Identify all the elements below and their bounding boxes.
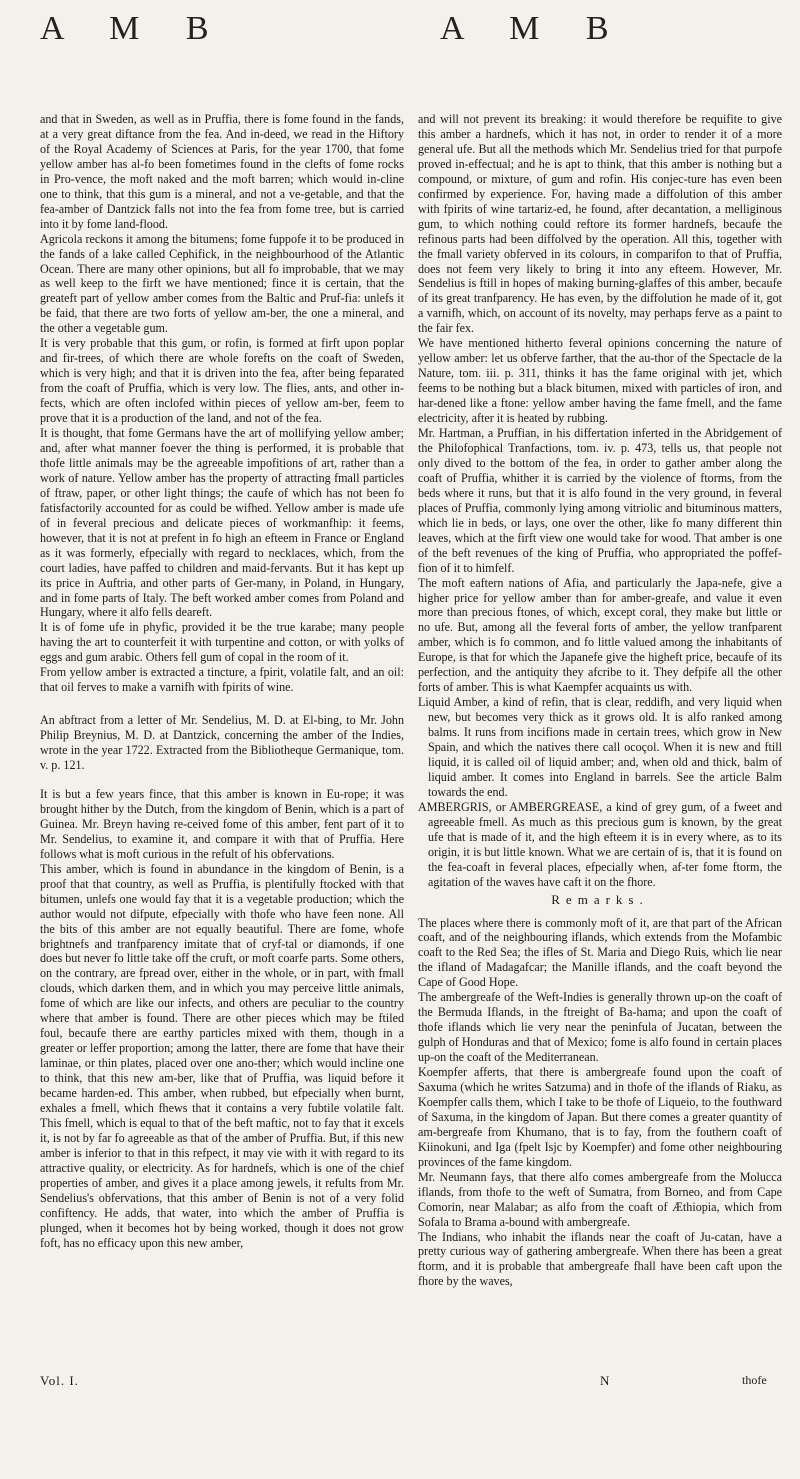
paragraph: and that in Sweden, as well as in Pruffia, there is fome found in the fands, at a very great diftance from the fea. And in-deed, we read in the Hiftory of the Royal Academy of Sciences at Paris, for the year 1700, that fome yellow amber has al-fo been fometimes found in the clefts of fome rocks in Pro-vence, the moft naked and the moft barren; which would in-cline one to think, that this gum is a mineral, and not a ve-getable, and that the fea-amber of Dantzick falls not into the fea from fome tree, but is carried into it by fome land-flood.	[40, 112, 404, 231]
right-column	[418, 112, 782, 1289]
paragraph: Koempfer afferts, that there is ambergreafe found upon the coaft of Saxuma (which he writes Satzuma) and in thofe of the iflands of Riaku, as Koempfer calls them, which I take to be thofe of Liqueio, to the fouthward of Saxuma, in the kingdom of Japan. But there comes a greater quantity of am-bergreafe from Khumano, that is to fay, from the fouthern coaft of Kiinokuni, and Iga (fpelt Isjc by Koempfer) and fome other neighbouring provinces of the fame kingdom.	[418, 1065, 782, 1169]
volume-label: Vol. I.	[40, 1373, 79, 1388]
running-head-left: A M B	[40, 10, 228, 47]
running-head-right: A M B	[440, 10, 628, 47]
left-column	[40, 112, 404, 1251]
entry-liquid-amber: Liquid Amber, a kind of refin, that is clear, reddifh, and very liquid when new, but becomes very thick as it grows old. It is alfo ranked among balms. It runs from incifions made in certain trees, which grow in New Spain, and which the natives there call ocoçol. When it is new and ftill liquid, it is called oil of liquid amber; and, when old and thick, balm of liquid amber. It comes into England in barrels. See the article Balm towards the end.	[418, 695, 782, 799]
paragraph: We have mentioned hitherto feveral opinions concerning the nature of yellow amber: let us obferve farther, that the au-thor of the Spectacle de la Nature, tom. iii. p. 311, thinks it has the fame original with jet, which feems to be nothing but a black bitumen, mixed with particles of iron, and har-dened like a ftone: yellow amber having the fame fmell, and the fame electricity, after it is heated by rubbing.	[418, 336, 782, 426]
paragraph: From yellow amber is extracted a tincture, a fpirit, volatile falt, and an oil: that oil ferves to make a varnifh with fpirits of wine.	[40, 665, 404, 695]
paragraph: Mr. Hartman, a Pruffian, in his differtation inferted in the Abridgement of the Philofophical Tranfactions, tom. iv. p. 473, tells us, that people not only dived to the bottom of the fea, in order to gather amber along the coaft of Pruffia, whither it is carried by the violence of ftorms, from the beds where it runs, but that it is alfo found in the very ground, in feveral places of Pruffia, commonly lying among vitriolic and bituminous matters, which lie in beds, or lays, one over the other, like fo many different thin leaves, which at the firft view one would take for wood. That amber is one of the beft revenues of the king of Pruffia, who appropriated the poffef-fion of it to himfelf.	[418, 426, 782, 575]
paragraph: It is thought, that fome Germans have the art of mollifying yellow amber; and, after what manner foever the thing is performed, it is probable that thofe little animals may be the agreeable impofitions of art, rather than a work of nature. Yellow amber has the property of attracting fmall particles of ftraw, paper, or other light things; the caufe of which has not been fo fatisfactorily accounted for as could be wifhed. Yellow amber is made ufe of in feveral precious and delicate pieces of workmanfhip: it feems, however, that it is not at prefent in fo high an efteem in France or England as it was formerly, efpecially with regard to necklaces, which, from the court ladies, have paffed to children and maid-fervants. But it has kept up its price in Auftria, and other parts of Ger-many, in Poland, in Hungary, and in fome parts of Italy. The beft worked amber comes from Poland and Hungary, where it alfo fells deareft.	[40, 426, 404, 620]
signature-mark: N	[600, 1373, 610, 1388]
entry-ambergris: AMBERGRIS, or AMBERGREASE, a kind of grey gum, of a fweet and agreeable fmell. As much as this precious gum is known, by the great ufe that is made of it, and the high efteem it is in every where, as to its origin, it is but little known. What we are certain of is, that it is found on the fea-coaft in feveral places, efpecially when, af-ter fome ftorm, the agitation of the waves have caft it on the fhore.	[418, 799, 782, 889]
paragraph: and will not prevent its breaking: it would therefore be requifite to give this amber a hardnefs, which it has not, in order to render it of a more general ufe. But all the methods which Mr. Sendelius tried for that purpofe proved in-effectual; and he is apt to think, that this amber is nothing but a compound, or mixture, of gum and rofin. His conjec-ture has even been confirmed by experience. For, having made a diffolution of this amber with fpirits of wine tartariz-ed, he found, after decantation, a melliginous gum, to which nothing could reftore its former hardnefs, becaufe the refinous parts had been diffolved by the operation. All this, together with the fmall variety obferved in its colours, in comparifon to that of Pruffia, does not feem very likely to bring it into any efteem. However, Mr. Sendelius is ftill in hopes of making burning-glaffes of this amber, becaufe of its great tranfparency. He has even, by the diffolution he made of it, got a varnifh, which, on account of its novelty, may perhaps ferve as a paint to the fair fex.	[418, 112, 782, 336]
paragraph: This amber, which is found in abundance in the kingdom of Benin, is a proof that that country, as well as Pruffia, is plentifully ftocked with that bitumen, unlefs one would fay that it is a vegetable production; which the author would not difpute, efpecially with thofe who have feen none. All the bits of this amber are not equally beautiful. There are fome, whofe brightnefs and tranfparency imitate that of cryf-tal or diamonds, if one does but never fo little take off the cruft, or moft coarfe parts. Some others, on the contrary, are fpread over, either in the whole, or in part, with fmall clouds, which darken them, and in which you may perceive little animals, fome of which are like our infects, and others are peculiar to the country where that amber is found. There are other pieces which may be ftiled foul, becaufe there are earthy particles mixed with them, though in a greater or leffer proportion; among the latter, there are fome that have their laminae, or thin plates, placed over one ano-ther; which would incline one to think, that this new am-ber, like that of Pruffia, was liquid before it became harden-ed. This amber, when rubbed, but efpecially when burnt, exhales a fmell, which fhews that it contains a very fubtile volatile falt. This fmell, which is equal to that of the beft maftic, not to fay that it excels it, is not by far fo agreeable as that of the amber of Pruffia. But, if this new amber is inferior to that in this refpect, it may vie with it with regard to its attractive quality, or electricity. As for hardnefs, which is one of the chief properties of amber, and gives it a place among jewels, it refults from Mr. Sendelius's obfervations, that this amber of Benin is not of a very folid confiftency. He adds, that water, into which the amber of Pruffia is plunged, when it becomes hot by being worked, though it does not grow foft, has no efficacy upon this new amber,	[40, 861, 404, 1250]
paragraph: It is but a few years fince, that this amber is known in Eu-rope; it was brought hither by the Dutch, from the kingdom of Benin, which is a part of Guinea. Mr. Breyn having re-ceived fome of this amber, fent part of it to Mr. Sendelius, to examine it, and compare it with that of Pruffia. Here follows what is moft curious in the refult of his obfervations.	[40, 786, 404, 861]
remarks-heading: Remarks.	[551, 891, 649, 907]
paragraph: Mr. Neumann fays, that there alfo comes ambergreafe from the Molucca iflands, from thofe to the weft of Sumatra, from Borneo, and from Cape Comorin, near Malabar; as alfo from the coaft of Æthiopia, which from Sofala to Brama a-bound with ambergreafe.	[418, 1169, 782, 1229]
paragraph: It is of fome ufe in phyfic, provided it be the true karabe; many people having the art to counterfeit it with turpentine and cotton, or with yolks of eggs and gum arabic. Others fell gum of copal in the room of it.	[40, 620, 404, 665]
paragraph: The ambergreafe of the Weft-Indies is generally thrown up-on the coaft of the Bermuda Iflands, in the ftreight of Ba-hama; and upon the coaft of thofe iflands which lie very near the peninfula of Jucatan, between the gulph of Honduras and that of Mexico; fome is alfo found in certain places up-on the coaft of the Mediterranean.	[418, 990, 782, 1065]
catchword: thofe	[742, 1373, 767, 1387]
paragraph: It is very probable that this gum, or rofin, is formed at firft upon poplar and fir-trees, of which there are whole forefts on the coaft of Sweden, which is very high; and that it is driven into the fea, after being feparated from the coaft of Pruffia, which is very low. The flies, ants, and other in-fects, which are often inclofed within pieces of yellow am-ber, feem to prove that it is a production of the land, and not of the fea.	[40, 336, 404, 426]
paragraph: The moft eaftern nations of Afia, and particularly the Japa-nefe, give a higher price for yellow amber than for amber-greafe, and value it even more than precious ftones, of which, except coral, they make but little or no ufe. But, among all the feveral forts of amber, the yellow tranfparent amber, which is fo common, and fo little valued among the inhabitants of Europe, is that for which the Japanefe give the higheft price, becaufe of its perfection, and the antiquity they afcribe to it. They defpife all the other forts of amber. This is what Kaempfer acquaints us with.	[418, 575, 782, 695]
paragraph: The places where there is commonly moft of it, are that part of the African coaft, and of the neighbouring iflands, which extends from the Mofambic coaft to the Red Sea; the ifles of St. Maria and Diego Ruis, which lie near the ifland of Madagafcar; the Manille iflands, and the coaft beyond the Cape of Good Hope.	[418, 915, 782, 990]
paragraph: The Indians, who inhabit the iflands near the coaft of Ju-catan, have a pretty curious way of gathering ambergreafe. When there has been a great ftorm, and it is probable that ambergreafe fhall have been caft upon the fhore by the waves,	[418, 1229, 782, 1289]
letter-heading: An abftract from a letter of Mr. Sendelius, M. D. at El-bing, to Mr. John Philip Breynius, M. D. at Dantzick, concerning the amber of the Indies, wrote in the year 1722. Extracted from the Bibliotheque Germanique, tom. v. p. 121.	[40, 713, 404, 773]
paragraph: Agricola reckons it among the bitumens; fome fuppofe it to be produced in the fands of a lake called Cephifick, in the neighbourhood of the Atlantic Ocean. There are many other opinions, but all fo improbable, that we may as well keep to the firft we have mentioned; fince it is certain, that the greateft part of yellow amber comes from the Baltic and Pruf-fia: unlefs it be faid, that there are two forts of yellow am-ber, the one a mineral, and the other a vegetable gum.	[40, 231, 404, 336]
